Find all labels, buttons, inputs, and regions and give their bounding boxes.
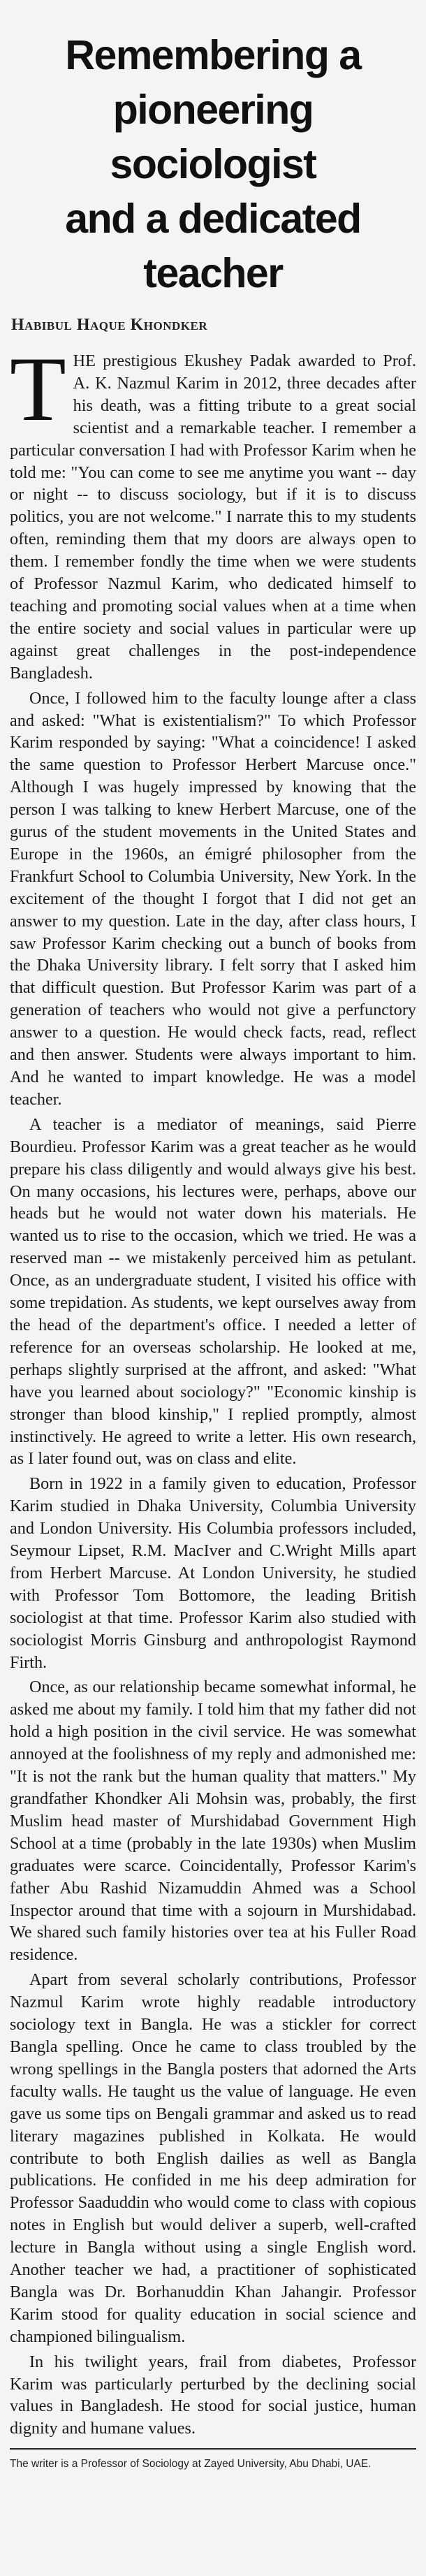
headline — [10, 28, 416, 300]
footnote-divider — [10, 2448, 416, 2450]
paragraph-7: In his twilight years, frail from diabetes, Professor Karim was particularly perturbed by the declining social values in Bangladesh. He stood for social justice, human dignity and humane values. — [10, 2352, 416, 2438]
article-body — [10, 337, 416, 2440]
headline-line-2: pioneering sociologist — [110, 87, 316, 187]
author-footnote: The writer is a Professor of Sociology at Zayed University, Abu Dhabi, UAE. — [10, 2458, 372, 2471]
paragraph-2: Once, I followed him to the faculty lounge after a class and asked: "What is existentialism?" To which Professor Karim responded by saying: "What a coincidence! I asked the same question to Professor Herbert Marcuse once." Although I was hugely impressed by knowing that the person I was talking to knew Herbert Marcuse, one of the gurus of the student movements in the United States and Europe in the 1960s, an émigré philosopher from the Frankfurt School to Columbia University, New York. In the excitement of the thought I forgot that I did not get an answer to my question. Late in the day, after class hours, I saw Professor Karim checking out a bunch of books from the Dhaka University library. I felt sorry that I asked him that difficult question. But Professor Karim was part of a generation of teachers who would not give a perfunctory answer to a question. He would check facts, read, reflect and then answer. Students were always important to him. And he wanted to impart knowledge. He was a model teacher. — [10, 688, 416, 1109]
paragraph-3: A teacher is a mediator of meanings, said Pierre Bourdieu. Professor Karim was a great teacher as he would prepare his class diligently and would always give his best. On many occasions, his lectures were, perhaps, above our heads but he would not water down his materials. He wanted us to rise to the occasion, which we tried. He was a reserved man -- we mistakenly perceived him as petulant. Once, as an undergraduate student, I visited his office with some trepidation. As students, we kept ourselves away from the head of the department's office. I needed a letter of reference for an overseas scholarship. He looked at me, perhaps slightly surprised at the affront, and asked: "What have you learned about sociology?" "Economic kinship is stronger than blood kinship," I replied promptly, almost instinctively. He agreed to write a letter. His own research, as I later found out, was on class and elite. — [10, 1114, 416, 1469]
drop-cap: T — [10, 337, 66, 440]
paragraph-5: Once, as our relationship became somewhat informal, he asked me about my family. I told him that my father did not hold a high position in the civil service. He was somewhat annoyed at the foolishness of my reply and admonished me: "It is not the rank but the human quality that matters." My grandfather Khondker Ali Mohsin was, probably, the first Muslim head master of Murshidabad Government High School at a time (probably in the late 1930s) when Muslim graduates were scarce. Coincidentally, Professor Karim's father Abu Rashid Nizamuddin Ahmed was a School Inspector around that time with a sojourn in Murshidabad. We shared such family histories over tea at his Fuller Road residence. — [10, 1678, 416, 1965]
paragraph-4: Born in 1922 in a family given to education, Professor Karim studied in Dhaka University, Columbia University and London University. His Columbia professors included, Seymour Lipset, R.M. MacIver and C.Wright Mills apart from Herbert Marcuse. At London University, he studied with Professor Tom Bottomore, the leading British sociologist at that time. Professor Karim also studied with sociologist Morris Ginsburg and anthropologist Raymond Firth. — [10, 1474, 416, 1672]
paragraph-1-text: HE prestigious Ekushey Padak awarded to Prof. A. K. Nazmul Karim in 2012, three decades after his death, was a fitting tribute to a great social scientist and a remarkable teacher. I remember a particular conversation I had with Professor Karim when he told me: "You can come to see me anytime you want -- day or night -- to discuss sociology, but if it is to discuss politics, you are not welcome." I narrate this to my students often, reminding them that my doors are always open to them. I remember fondly the time when we were students of Professor Nazmul Karim, who dedicated himself to teaching and promoting social values when at a time when the entire society and social values in particular were up against great challenges in the post-independence Bangladesh. — [10, 351, 416, 683]
headline-line-1: Remembering a — [65, 32, 361, 78]
headline-line-3: and a dedicated teacher — [65, 196, 361, 296]
paragraph-1 — [10, 337, 416, 685]
byline: Habibul Haque Khondker — [11, 316, 208, 334]
paragraph-6: Apart from several scholarly contributions, Professor Nazmul Karim wrote highly readable introductory sociology text in Bangla. He was a stickler for correct Bangla spelling. Once he came to class troubled by the wrong spellings in the Bangla posters that adorned the Arts faculty walls. He taught us the value of language. He even gave us some tips on Bengali grammar and asked us to read literary magazines published in Kolkata. He would contribute to both English dailies as well as Bangla publications. He confided in me his deep admiration for Professor Saaduddin who would come to class with copious notes in English but would deliver a superb, well-crafted lecture in Bangla without using a single English word. Another teacher we had, a practitioner of sophisticated Bangla was Dr. Borhanuddin Khan Jahangir. Professor Karim stood for quality education in social science and championed bilingualism. — [10, 1970, 416, 2346]
